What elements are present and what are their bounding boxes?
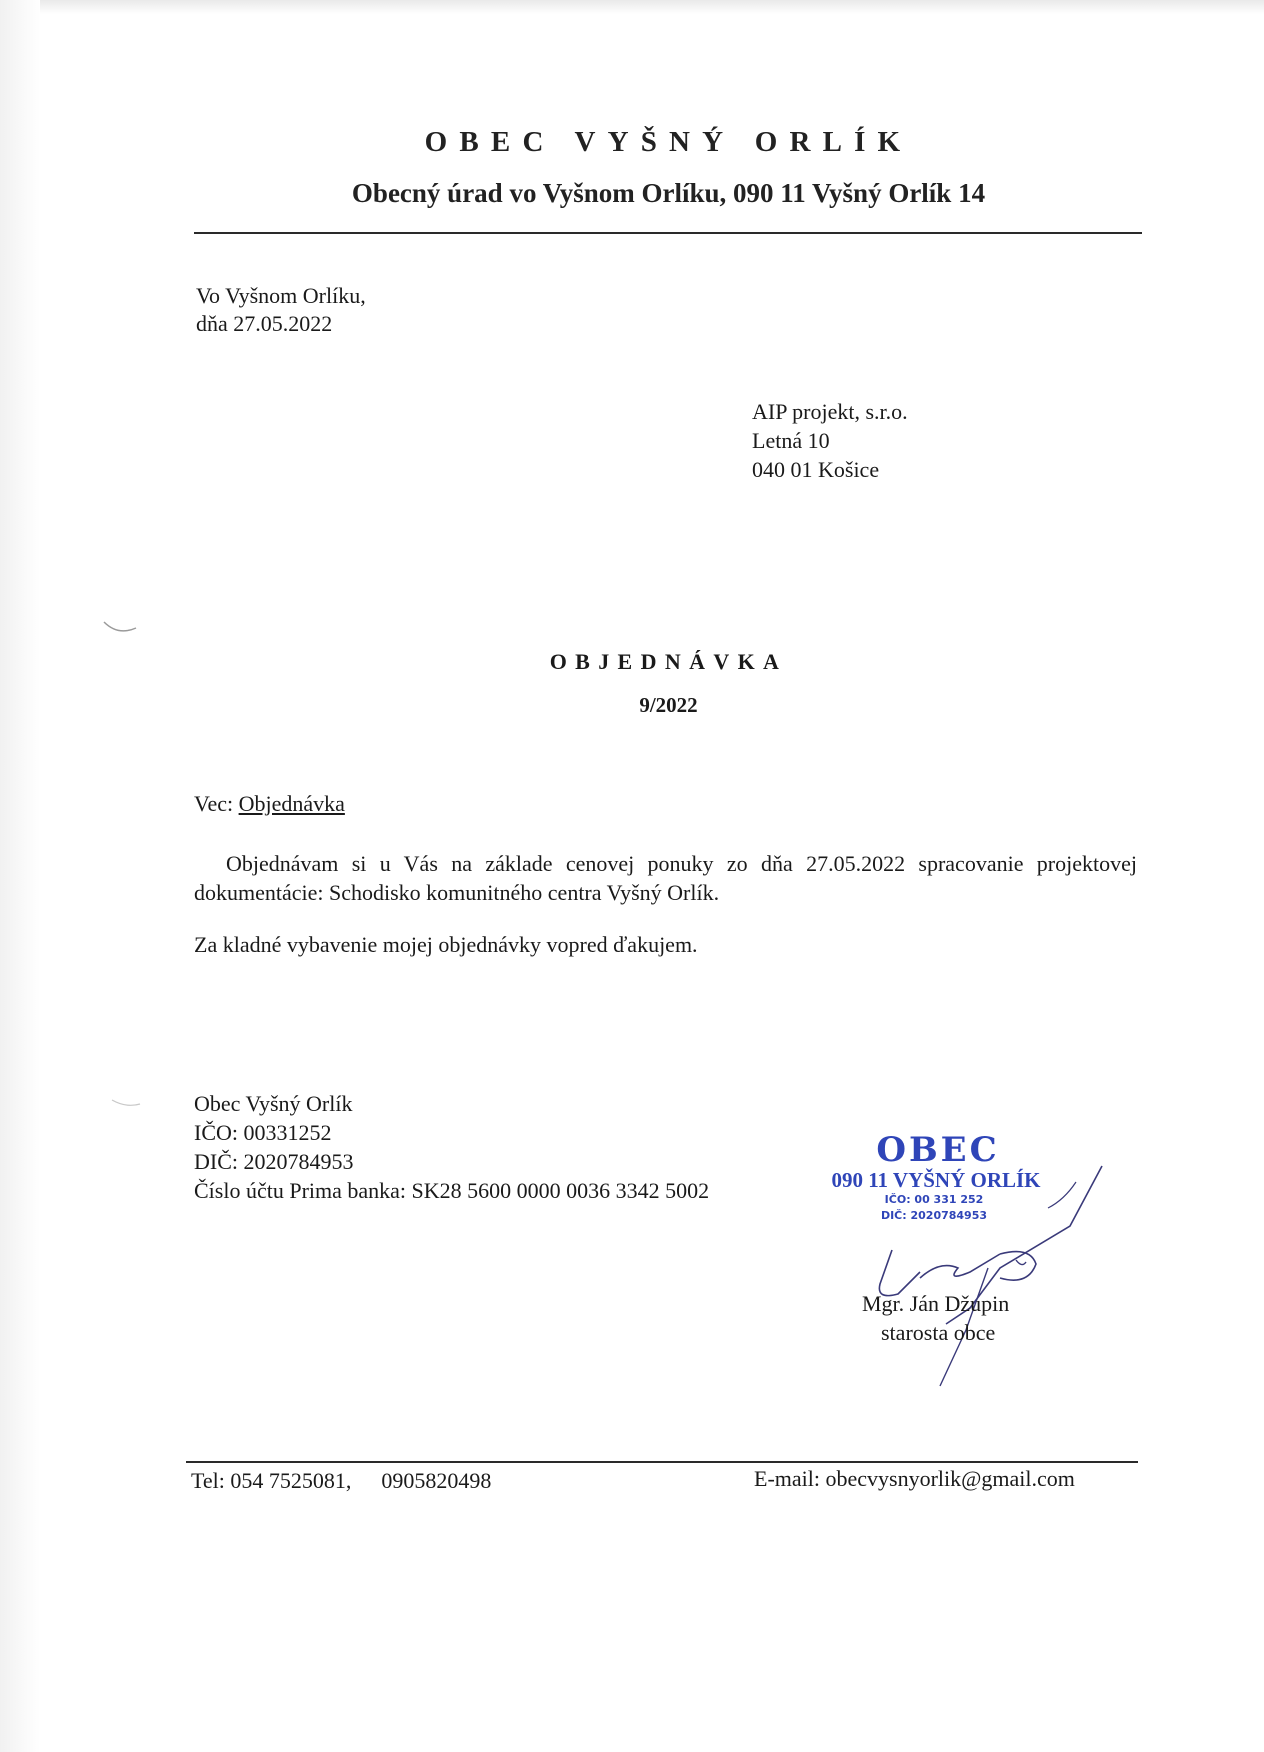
stamp-obec-text: OBEC bbox=[876, 1130, 1000, 1170]
stamp-ico-text: IČO: 00 331 252 bbox=[884, 1193, 984, 1206]
recipient-name: AIP projekt, s.r.o. bbox=[752, 399, 908, 424]
footer-email: E-mail: obecvysnyorlik@gmail.com bbox=[754, 1466, 1075, 1491]
body-paragraph: Objednávam si u Vás na základe cenovej ponuky zo dňa 27.05.2022 spracovanie projektovej dokumentácie: Schodisko komunitného centra Vyšný Orlík. bbox=[194, 851, 1137, 905]
document-title: OBJEDNÁVKA bbox=[549, 649, 788, 674]
sender-bank-account: Číslo účtu Prima banka: SK28 5600 0000 0036 3342 5002 bbox=[194, 1178, 710, 1203]
sender-ico: IČO: 00331252 bbox=[194, 1120, 332, 1145]
sender-name: Obec Vyšný Orlík bbox=[194, 1091, 353, 1116]
recipient-street: Letná 10 bbox=[752, 428, 830, 453]
recipient-city: 040 01 Košice bbox=[752, 457, 880, 482]
scan-shadow-left bbox=[0, 0, 40, 1752]
place-line: Vo Vyšnom Orlíku, bbox=[196, 283, 366, 308]
header-divider bbox=[194, 232, 1142, 234]
scan-mark-upper bbox=[100, 618, 140, 642]
document-number: 9/2022 bbox=[639, 693, 698, 717]
date-line: dňa 27.05.2022 bbox=[196, 311, 333, 336]
subject-value: Objednávka bbox=[238, 791, 345, 816]
signatory-title: starosta obce bbox=[881, 1320, 996, 1345]
stamp-city-text: 090 11 VYŠNÝ ORLÍK bbox=[831, 1168, 1041, 1192]
stamp-dic-text: DIČ: 2020784953 bbox=[880, 1209, 988, 1222]
handwritten-signature bbox=[850, 1160, 1120, 1400]
organization-title: OBEC VYŠNÝ ORLÍK bbox=[424, 126, 913, 158]
sender-dic: DIČ: 2020784953 bbox=[194, 1149, 354, 1174]
footer-mobile: 0905820498 bbox=[381, 1468, 492, 1493]
signatory-name: Mgr. Ján Džupin bbox=[862, 1291, 1010, 1316]
scan-mark-lower bbox=[108, 1096, 144, 1112]
footer-phone bbox=[191, 1468, 491, 1494]
subject-line bbox=[194, 791, 345, 817]
office-address: Obecný úrad vo Vyšnom Orlíku, 090 11 Vyšný Orlík 14 bbox=[351, 178, 986, 208]
subject-label: Vec: bbox=[194, 791, 234, 816]
footer-divider bbox=[186, 1461, 1138, 1463]
scan-shadow-top bbox=[0, 0, 1264, 14]
closing-sentence: Za kladné vybavenie mojej objednávky vopred ďakujem. bbox=[194, 932, 698, 957]
footer-phone-label: Tel: 054 7525081, bbox=[191, 1468, 352, 1493]
